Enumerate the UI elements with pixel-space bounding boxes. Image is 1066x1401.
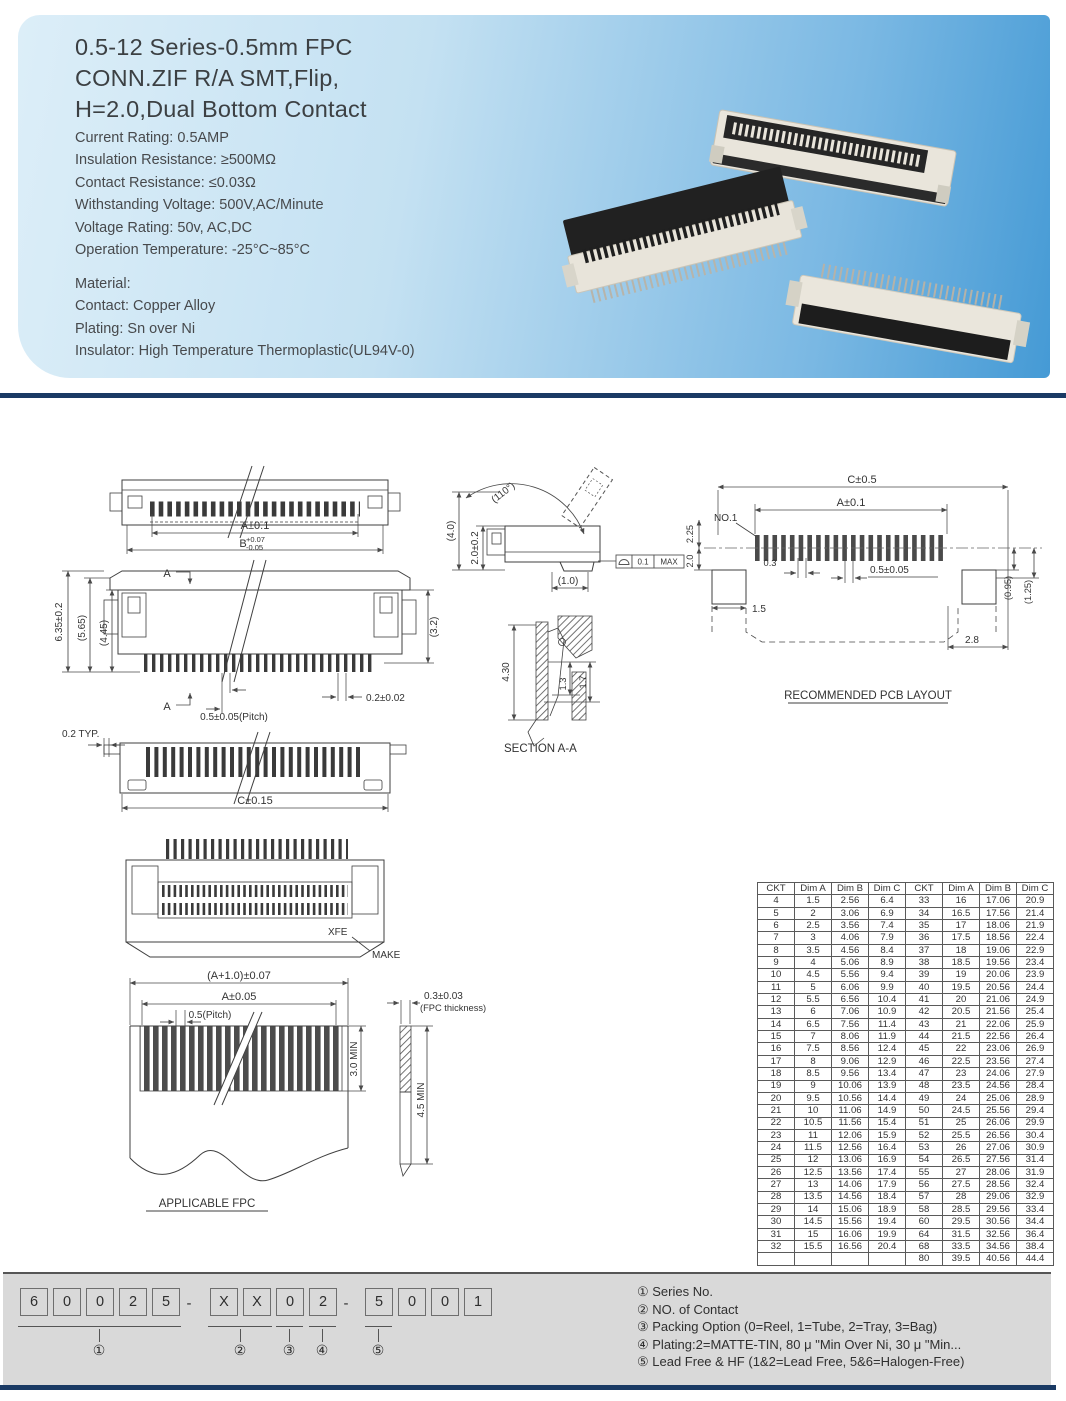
drawing-front-view	[54, 560, 440, 723]
table-row: 27 13 14.06 17.9 56 27.5 28.56 32.4	[758, 1179, 1054, 1191]
legend-lead-free: ⑤ Lead Free & HF (1&2=Lead Free, 5&6=Halogen-Free)	[637, 1354, 965, 1370]
table-header-row	[758, 883, 1054, 895]
pn-dash-2: -	[343, 1295, 349, 1312]
marking-make: MAKE	[372, 950, 401, 961]
part-number-legend	[637, 1283, 964, 1371]
pn-underline-5	[365, 1326, 392, 1327]
pn-box-2: 0	[53, 1288, 81, 1316]
pn-box-11: 0	[398, 1288, 426, 1316]
dim-label-b-upper-tol: +0.07	[246, 535, 265, 544]
table-row: 26 12.5 13.56 17.4 55 27 28.06 31.9	[758, 1166, 1054, 1178]
dim-label-565: (5.65)	[77, 614, 88, 642]
dim-label-fpc-total: (A+1.0)±0.07	[207, 970, 271, 982]
dim-label-pcb-pitch: 0.5±0.05	[870, 565, 909, 576]
spec-withstanding-voltage: Withstanding Voltage: 500V,AC/Minute	[75, 197, 324, 214]
pn-leader-5	[378, 1329, 379, 1342]
connector-photo-3	[782, 265, 1032, 364]
dim-label-17: 1.7	[578, 675, 588, 689]
pn-leader-4	[322, 1329, 323, 1342]
dim-label-fpc-a: A±0.05	[221, 991, 257, 1003]
dim-label-02typ: 0.2 TYP.	[62, 729, 100, 740]
dim-label-angle: (110°)	[489, 480, 518, 506]
material-title: Material:	[75, 276, 131, 292]
dim-label-pcb-c: C±0.5	[847, 474, 877, 486]
legend-series-no: ① Series No.	[637, 1284, 713, 1299]
legend-no-of-contact: ② NO. of Contact	[637, 1301, 739, 1317]
dim-label-pcb-095: (0.95)	[1003, 575, 1013, 601]
col-header-ckt-left: CKT	[758, 883, 795, 895]
dim-label-pcb-a: A±0.1	[836, 497, 866, 509]
spec-list	[75, 127, 324, 261]
spec-voltage-rating: Voltage Rating: 50v, AC,DC	[75, 219, 253, 236]
label-no1: NO.1	[714, 513, 738, 524]
pn-box-10: 5	[365, 1288, 393, 1316]
col-header-dimb-left: Dim B	[832, 883, 869, 895]
table-row: 24 11.5 12.56 16.4 53 26 27.06 30.9	[758, 1142, 1054, 1154]
dim-label-height-total: 6.35±0.2	[54, 602, 65, 642]
pn-dash-1: -	[186, 1295, 192, 1312]
pn-callout-5: ⑤	[371, 1342, 385, 1358]
material-contact: Contact: Copper Alloy	[75, 298, 216, 315]
dim-label-a01-top: A±0.1	[240, 520, 270, 532]
section-marker-a-top: A	[163, 568, 171, 580]
dim-label-30min: 3.0 MIN	[349, 1041, 360, 1077]
flatness-max: MAX	[660, 557, 678, 567]
col-header-dima-left: Dim A	[795, 883, 832, 895]
dim-label-445: (4.45)	[99, 619, 110, 647]
drawing-applicable-fpc	[130, 970, 486, 1211]
col-header-dima-right: Dim A	[943, 883, 980, 895]
pn-underline-2	[208, 1326, 272, 1327]
dim-label-430: 4.30	[501, 662, 512, 682]
table-row: 18 8.5 9.56 13.4 47 23 24.06 27.9	[758, 1068, 1054, 1080]
pn-box-6: X	[210, 1288, 238, 1316]
table-row: 80 39.5 40.56 44.4	[758, 1253, 1054, 1265]
col-header-dimc-right: Dim C	[1017, 883, 1054, 895]
pn-box-13: 1	[464, 1288, 492, 1316]
table-row: 13 6 7.06 10.9 42 20.5 21.56 25.4	[758, 1006, 1054, 1018]
drawing-bottom-view	[62, 729, 406, 812]
pn-underline-4	[309, 1326, 336, 1327]
pn-box-5: 5	[152, 1288, 180, 1316]
drawing-side-view	[446, 467, 684, 592]
dim-table-body	[758, 895, 1054, 1265]
table-row: 8 3.5 4.56 8.4 37 18 19.06 22.9	[758, 944, 1054, 956]
dim-label-pcb-20: 2.0	[685, 554, 695, 568]
table-row: 17 8 9.06 12.9 46 22.5 23.56 27.4	[758, 1055, 1054, 1067]
dim-label-pcb-225: 2.25	[685, 524, 695, 544]
table-row: 6 2.5 3.56 7.4 35 17 18.06 21.9	[758, 920, 1054, 932]
table-row: 7 3 4.06 7.9 36 17.5 18.56 22.4	[758, 932, 1054, 944]
table-row: 11 5 6.06 9.9 40 19.5 20.56 24.4	[758, 981, 1054, 993]
dim-label-pcb-15: 1.5	[752, 604, 766, 615]
title-line-3: H=2.0,Dual Bottom Contact	[75, 96, 367, 122]
table-row: 22 10.5 11.56 15.4 51 25 26.06 29.9	[758, 1117, 1054, 1129]
dim-label-45min: 4.5 MIN	[416, 1082, 427, 1118]
pn-leader-2	[240, 1329, 241, 1342]
pn-callout-2: ②	[233, 1342, 247, 1358]
caption-section-aa: SECTION A-A	[504, 743, 577, 755]
dimension-table	[757, 882, 1054, 1266]
pn-box-12: 0	[431, 1288, 459, 1316]
pn-leader-1	[99, 1329, 100, 1342]
dim-label-b-lower-tol: -0.05	[246, 543, 264, 552]
drawing-section-aa	[501, 616, 600, 755]
table-row: 16 7.5 8.56 12.4 45 22 23.06 26.9	[758, 1043, 1054, 1055]
dim-label-40: (4.0)	[446, 520, 457, 542]
table-row: 25 12 13.06 16.9 54 26.5 27.56 31.4	[758, 1154, 1054, 1166]
dim-label-b: B	[239, 538, 247, 550]
pn-box-3: 0	[86, 1288, 114, 1316]
table-row: 10 4.5 5.56 9.4 39 19 20.06 23.9	[758, 969, 1054, 981]
dim-label-fpc-pitch: 0.5(Pitch)	[188, 1010, 232, 1021]
material-insulator: Insulator: High Temperature Thermoplastic(UL94V-0)	[75, 343, 415, 360]
table-row: 19 9 10.06 13.9 48 23.5 24.56 28.4	[758, 1080, 1054, 1092]
dim-label-pcb-03: 0.3	[763, 558, 777, 568]
pn-callout-3: ③	[282, 1342, 296, 1358]
table-row: 32 15.5 16.56 20.4 68 33.5 34.56 38.4	[758, 1240, 1054, 1252]
bottom-divider	[0, 1385, 1056, 1390]
pn-box-7: X	[243, 1288, 271, 1316]
table-row: 4 1.5 2.56 6.4 33 16 17.06 20.9	[758, 895, 1054, 907]
pn-underline-1	[18, 1326, 181, 1327]
spec-operation-temperature: Operation Temperature: -25°C~85°C	[75, 242, 310, 259]
section-marker-a-bottom: A	[163, 701, 171, 713]
material-list	[75, 273, 415, 363]
drawing-top-view	[110, 466, 400, 554]
dim-label-32: (3.2)	[429, 616, 440, 638]
spec-insulation-resistance: Insulation Resistance: ≥500MΩ	[75, 152, 276, 169]
legend-packing-option: ③ Packing Option (0=Reel, 1=Tube, 2=Tray, 3=Bag)	[637, 1319, 938, 1335]
table-row: 20 9.5 10.56 14.4 49 24 25.06 28.9	[758, 1092, 1054, 1104]
pn-leader-3	[289, 1329, 290, 1342]
table-row: 21 10 11.06 14.9 50 24.5 25.56 29.4	[758, 1105, 1054, 1117]
table-row: 9 4 5.06 8.9 38 18.5 19.56 23.4	[758, 957, 1054, 969]
title-line-1: 0.5-12 Series-0.5mm FPC	[75, 34, 353, 60]
pn-callout-4: ④	[315, 1342, 329, 1358]
dim-label-fpc-thickness: 0.3±0.03	[424, 991, 463, 1002]
dim-label-pin-width: 0.2±0.02	[366, 693, 405, 704]
table-row: 15 7 8.06 11.9 44 21.5 22.56 26.4	[758, 1031, 1054, 1043]
drawing-rear-view	[126, 849, 401, 961]
pn-box-9: 2	[309, 1288, 337, 1316]
col-header-dimc-left: Dim C	[869, 883, 906, 895]
pn-box-8: 0	[276, 1288, 304, 1316]
pn-box-1: 6	[20, 1288, 48, 1316]
connector-photo-2	[555, 163, 811, 302]
pn-callout-1: ①	[92, 1342, 106, 1358]
hero-panel	[18, 15, 1050, 378]
pn-underline-3	[276, 1326, 303, 1327]
pn-box-4: 2	[119, 1288, 147, 1316]
table-row: 29 14 15.06 18.9 58 28.5 29.56 33.4	[758, 1203, 1054, 1215]
page-title	[75, 32, 367, 125]
flatness-value: 0.1	[637, 557, 649, 567]
product-photo	[555, 70, 1050, 378]
table-row: 30 14.5 15.56 19.4 60 29.5 30.56 34.4	[758, 1216, 1054, 1228]
title-line-2: CONN.ZIF R/A SMT,Flip,	[75, 65, 340, 91]
dim-label-pcb-28: 2.8	[965, 635, 979, 646]
dim-label-20: 2.0±0.2	[470, 531, 481, 565]
table-row: 31 15 16.06 19.9 64 31.5 32.56 36.4	[758, 1228, 1054, 1240]
caption-applicable-fpc: APPLICABLE FPC	[158, 1198, 256, 1210]
spec-current-rating: Current Rating: 0.5AMP	[75, 130, 229, 146]
table-row: 14 6.5 7.56 11.4 43 21 22.06 25.9	[758, 1018, 1054, 1030]
marking-xfe: XFE	[328, 927, 348, 938]
table-row: 12 5.5 6.56 10.4 41 20 21.06 24.9	[758, 994, 1054, 1006]
col-header-dimb-right: Dim B	[980, 883, 1017, 895]
dim-label-pcb-125: (1.25)	[1023, 579, 1033, 605]
material-plating: Plating: Sn over Ni	[75, 320, 196, 337]
dim-label-fpc-thickness-note: (FPC thickness)	[420, 1003, 487, 1013]
table-row: 5 2 3.06 6.9 34 16.5 17.56 21.4	[758, 907, 1054, 919]
legend-plating: ④ Plating:2=MATTE-TIN, 80 μ "Min Over Ni, 30 μ "Min...	[637, 1336, 962, 1352]
spec-contact-resistance: Contact Resistance: ≤0.03Ω	[75, 174, 256, 191]
top-divider	[0, 393, 1066, 398]
col-header-ckt-right: CKT	[906, 883, 943, 895]
dim-label-10: (1.0)	[557, 576, 579, 587]
table-row: 28 13.5 14.56 18.4 57 28 29.06 32.9	[758, 1191, 1054, 1203]
table-row: 23 11 12.06 15.9 52 25.5 26.56 30.4	[758, 1129, 1054, 1141]
caption-pcb-layout: RECOMMENDED PCB LAYOUT	[784, 690, 952, 702]
dim-label-13: 1.3	[558, 677, 568, 691]
dim-label-c015: C±0.15	[237, 795, 273, 807]
dim-label-pitch: 0.5±0.05(Pitch)	[200, 712, 268, 723]
drawing-pcb-layout	[685, 474, 1042, 703]
